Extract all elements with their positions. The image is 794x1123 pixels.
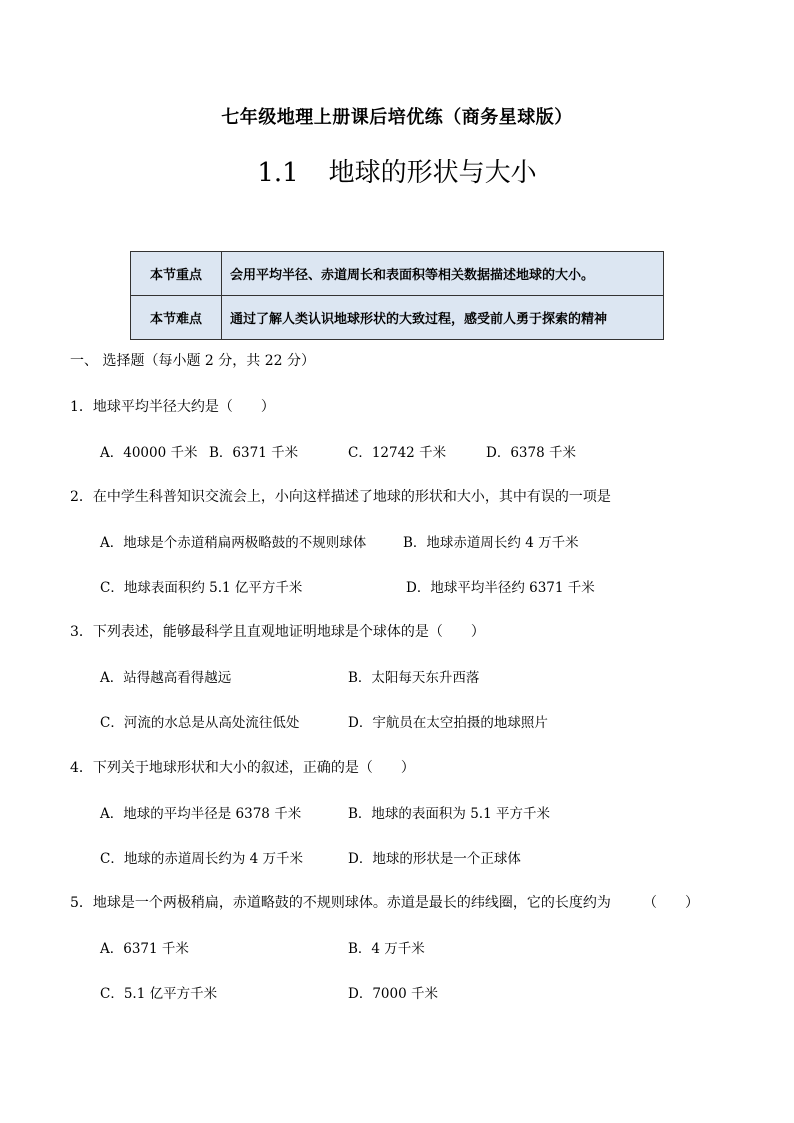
option-a: A．6371 千米 bbox=[100, 941, 189, 957]
question-stem: 1．地球平均半径大约是（ ） bbox=[70, 399, 275, 415]
keypoint-text: 会用平均半径、赤道周长和表面积等相关数据描述地球的大小。 bbox=[222, 252, 664, 296]
option-b: B．4 万千米 bbox=[348, 941, 425, 957]
keypoint-row bbox=[131, 296, 664, 340]
option-a: A．站得越高看得越远 bbox=[100, 670, 232, 686]
keypoint-label: 本节重点 bbox=[131, 252, 222, 296]
option-c: C．地球的赤道周长约为 4 万千米 bbox=[100, 851, 304, 867]
keypoint-label: 本节难点 bbox=[131, 296, 222, 340]
option-b: B．6371 千米 bbox=[209, 445, 299, 461]
lesson-name: 地球的形状与大小 bbox=[328, 158, 537, 188]
question-stem: 2．在中学生科普知识交流会上，小向这样描述了地球的形状和大小，其中有误的一项是 bbox=[70, 489, 611, 505]
option-b: B．地球赤道周长约 4 万千米 bbox=[403, 535, 579, 551]
option-d: D．宇航员在太空拍摄的地球照片 bbox=[348, 715, 548, 731]
option-b: B．地球的表面积为 5.1 平方千米 bbox=[348, 806, 550, 822]
answer-bracket: （ ） bbox=[643, 895, 699, 911]
option-a: A．地球的平均半径是 6378 千米 bbox=[100, 806, 302, 822]
lesson-title bbox=[0, 152, 794, 189]
option-a: A．40000 千米 bbox=[100, 445, 198, 461]
option-a: A．地球是个赤道稍扁两极略鼓的不规则球体 bbox=[100, 535, 367, 551]
option-c: C．12742 千米 bbox=[348, 445, 447, 461]
keypoint-row bbox=[131, 252, 664, 296]
option-c: C．河流的水总是从高处流往低处 bbox=[100, 715, 300, 731]
option-d: D．7000 千米 bbox=[348, 986, 438, 1002]
keypoints-table bbox=[130, 251, 664, 340]
option-d: D．6378 千米 bbox=[486, 445, 576, 461]
section-heading: 一、 选择题（每小题 2 分，共 22 分） bbox=[70, 353, 315, 369]
option-b: B．太阳每天东升西落 bbox=[348, 670, 480, 686]
lesson-number: 1.1 bbox=[257, 158, 299, 188]
keypoint-text: 通过了解人类认识地球形状的大致过程，感受前人勇于探索的精神 bbox=[222, 296, 664, 340]
document-title: 七年级地理上册课后培优练（商务星球版） bbox=[221, 107, 573, 128]
option-d: D．地球的形状是一个正球体 bbox=[348, 851, 521, 867]
question-stem: 5．地球是一个两极稍扁，赤道略鼓的不规则球体。赤道是最长的纬线圈，它的长度约为 bbox=[70, 895, 611, 911]
option-c: C．地球表面积约 5.1 亿平方千米 bbox=[100, 580, 303, 596]
question-stem: 4．下列关于地球形状和大小的叙述，正确的是（ ） bbox=[70, 760, 415, 776]
option-c: C．5.1 亿平方千米 bbox=[100, 986, 218, 1002]
question-stem: 3．下列表述，能够最科学且直观地证明地球是个球体的是（ ） bbox=[70, 624, 485, 640]
option-d: D．地球平均半径约 6371 千米 bbox=[406, 580, 595, 596]
